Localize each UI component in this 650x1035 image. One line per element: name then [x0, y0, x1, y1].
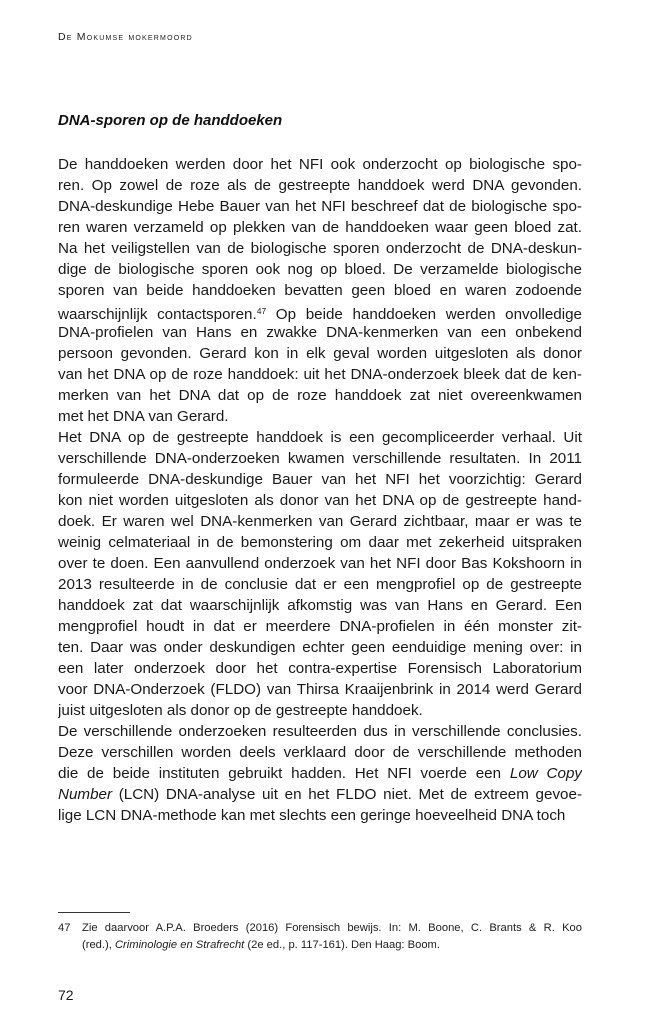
- text-segment: waarschijnlijk contactsporen.: [58, 306, 257, 322]
- body-line: [58, 238, 582, 259]
- body-line: [58, 343, 582, 364]
- footnote-number: 47: [58, 922, 71, 934]
- body-line: [58, 364, 582, 385]
- text-segment: juist uitgesloten als donor op de gestreepte handdoek.: [58, 702, 423, 719]
- running-head: De Mokumse mokermoord: [58, 31, 193, 43]
- text-segment: Deze verschillen worden deels verklaard door de verschillende methoden: [58, 744, 582, 761]
- text-segment: weinig celmateriaal in de bemonstering om daar met zekerheid uitspraken: [58, 534, 582, 551]
- text-segment: ren waren verzameld op plekken van de handdoeken waar geen bloed zat.: [58, 219, 582, 236]
- body-line: [58, 301, 582, 322]
- body-line: [58, 700, 582, 721]
- body-line: [58, 763, 582, 784]
- footnote-line: [82, 920, 582, 937]
- text-segment: kon niet worden uitgesloten als donor van het DNA op de gestreepte hand-: [58, 492, 582, 509]
- body-line: [58, 553, 582, 574]
- text-segment: verschillende DNA-onderzoeken kwamen verschillende resultaten. In 2011: [58, 450, 582, 467]
- body-line: [58, 406, 582, 427]
- body-line: [58, 721, 582, 742]
- footnote: [58, 920, 582, 954]
- text-segment: persoon gevonden. Gerard kon in elk geval worden uitgesloten als donor: [58, 345, 582, 362]
- body-line: [58, 385, 582, 406]
- text-segment: DNA-profielen van Hans en zwakke DNA-kenmerken van een onbekend: [58, 324, 582, 341]
- text-segment: Na het veiligstellen van de biologische sporen onderzocht de DNA-deskun-: [58, 240, 582, 257]
- text-segment: over te doen. Een aanvullend onderzoek van het NFI door Bas Kokshoorn in: [58, 555, 582, 572]
- text-segment: die de beide instituten gebruikt hadden. Het NFI voerde een: [58, 765, 510, 782]
- body-line: [58, 427, 582, 448]
- text-segment: (2e ed., p. 117-161). Den Haag: Boom.: [244, 939, 440, 951]
- body-text: [58, 154, 582, 826]
- body-line: [58, 154, 582, 175]
- text-segment: Het DNA op de gestreepte handdoek is een gecompliceerder verhaal. Uit: [58, 429, 582, 446]
- body-line: [58, 448, 582, 469]
- footnote-line: [82, 937, 582, 954]
- text-segment: Zie daarvoor A.P.A. Broeders (2016) Forensisch bewijs. In: M. Boone, C. Brants & R. Koo: [82, 922, 582, 934]
- text-segment: DNA-deskundige Hebe Bauer van het NFI beschreef dat de biologische spo-: [58, 198, 582, 215]
- italic-text: Number: [58, 786, 113, 803]
- text-segment: dige de biologische sporen ook nog op bloed. De verzamelde biologische: [58, 261, 582, 278]
- italic-text: Criminologie en Strafrecht: [114, 939, 245, 951]
- body-line: [58, 259, 582, 280]
- text-segment: sporen van beide handdoeken bevatten geen bloed en waren zodoende: [58, 282, 582, 299]
- italic-text: Low Copy: [509, 765, 582, 782]
- body-line: [58, 511, 582, 532]
- page-number: 72: [58, 987, 74, 1003]
- body-line: [58, 742, 582, 763]
- text-segment: ren. Op zowel de roze als de gestreepte handdoek werd DNA gevonden.: [58, 177, 582, 194]
- text-segment: (LCN) DNA-analyse uit en het FLDO niet. Met de extreem gevoe-: [112, 786, 582, 803]
- text-segment: formuleerde DNA-deskundige Bauer van het NFI het voorzichtig: Gerard: [58, 471, 582, 488]
- text-segment: met het DNA van Gerard.: [58, 408, 229, 425]
- text-segment: De verschillende onderzoeken resulteerden dus in verschillende conclusies.: [58, 723, 582, 740]
- footnote-text: [82, 920, 582, 954]
- body-line: [58, 217, 582, 238]
- text-segment: handdoek zat dat waarschijnlijk afkomstig was van Hans en Gerard. Een: [58, 597, 582, 614]
- body-line: [58, 595, 582, 616]
- body-line: [58, 637, 582, 658]
- text-segment: (red.),: [82, 939, 115, 951]
- text-segment: doek. Er waren wel DNA-kenmerken van Gerard zichtbaar, maar er was te: [58, 513, 582, 530]
- body-line: [58, 658, 582, 679]
- body-line: [58, 280, 582, 301]
- text-segment: mengprofiel houdt in dat er meerdere DNA-profielen in één monster zit-: [58, 618, 582, 635]
- body-line: [58, 175, 582, 196]
- body-line: [58, 679, 582, 700]
- body-line: [58, 532, 582, 553]
- footnote-reference: 47: [256, 306, 267, 316]
- body-line: [58, 322, 582, 343]
- body-line: [58, 784, 582, 805]
- body-line: [58, 616, 582, 637]
- text-segment: ten. Daar was onder deskundigen echter geen eenduidige mening over: in: [58, 639, 582, 656]
- body-line: [58, 196, 582, 217]
- body-line: [58, 805, 582, 826]
- text-segment: merken van het DNA dat op de roze handdoek zat niet overeenkwamen: [58, 387, 582, 404]
- text-segment: lige LCN DNA-methode kan met slechts een geringe hoeveelheid DNA toch: [58, 807, 566, 824]
- body-line: [58, 490, 582, 511]
- text-segment: voor DNA-Onderzoek (FLDO) van Thirsa Kraaijenbrink in 2014 werd Gerard: [58, 681, 582, 698]
- footnote-separator: [58, 912, 130, 913]
- text-segment: Op beide handdoeken werden onvolledige: [266, 306, 582, 322]
- text-segment: van het DNA op de roze handdoek: uit het DNA-onderzoek bleek dat de ken-: [58, 366, 582, 383]
- text-segment: De handdoeken werden door het NFI ook onderzocht op biologische spo-: [58, 156, 582, 173]
- body-line: [58, 469, 582, 490]
- section-heading: DNA-sporen op de handdoeken: [58, 112, 283, 129]
- text-segment: 2013 resulteerde in de conclusie dat er een mengprofiel op de gestreepte: [58, 576, 582, 593]
- body-line: [58, 574, 582, 595]
- text-segment: een later onderzoek door het contra-expertise Forensisch Laboratorium: [58, 660, 582, 677]
